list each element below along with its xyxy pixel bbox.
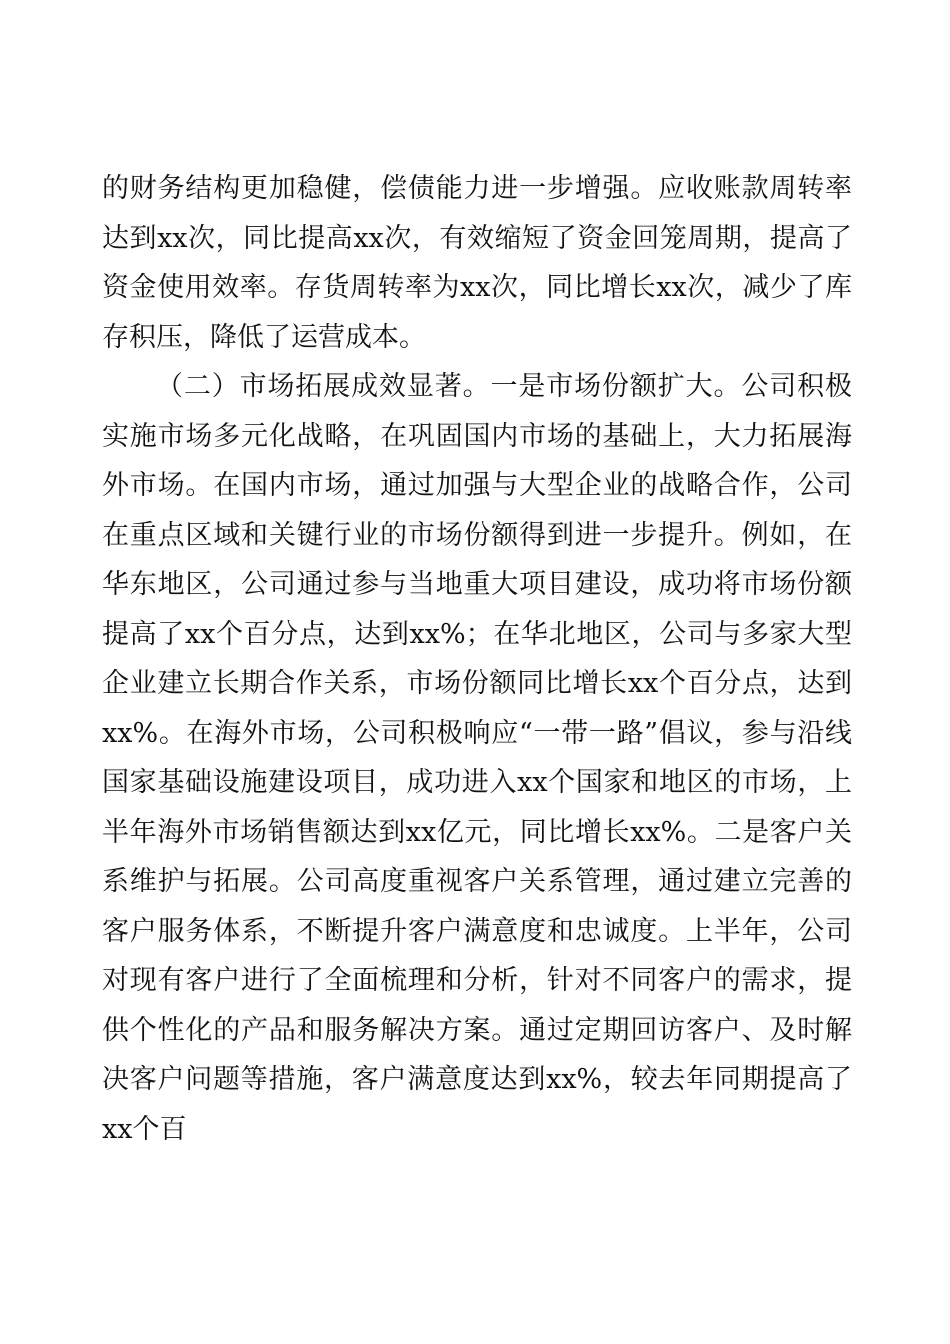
paragraph-financial-structure: 的财务结构更加稳健，偿债能力进一步增强。应收账款周转率达到xx次，同比提高xx次，有效缩短了资金回笼周期，提高了资金使用效率。存货周转率为xx次，同比增长xx次，减少了库存积压，降低了运营成本。 — [102, 173, 852, 353]
body-text — [102, 164, 852, 1154]
paragraph-market-expansion: （二）市场拓展成效显著。一是市场份额扩大。公司积极实施市场多元化战略，在巩固国内市场的基础上，大力拓展海外市场。在国内市场，通过加强与大型企业的战略合作，公司在重点区域和关键行业的市场份额得到进一步提升。例如，在华东地区，公司通过参与当地重大项目建设，成功将市场份额提高了xx个百分点，达到xx%；在华北地区，公司与多家大型企业建立长期合作关系，市场份额同比增长xx个百分点，达到xx%。在海外市场，公司积极响应“一带一路”倡议，参与沿线国家基础设施建设项目，成功进入xx个国家和地区的市场，上半年海外市场销售额达到xx亿元，同比增长xx%。二是客户关系维护与拓展。公司高度重视客户关系管理，通过建立完善的客户服务体系，不断提升客户满意度和忠诚度。上半年，公司对现有客户进行了全面梳理和分析，针对不同客户的需求，提供个性化的产品和服务解决方案。通过定期回访客户、及时解决客户问题等措施，客户满意度达到xx%，较去年同期提高了xx个百 — [102, 371, 852, 1145]
